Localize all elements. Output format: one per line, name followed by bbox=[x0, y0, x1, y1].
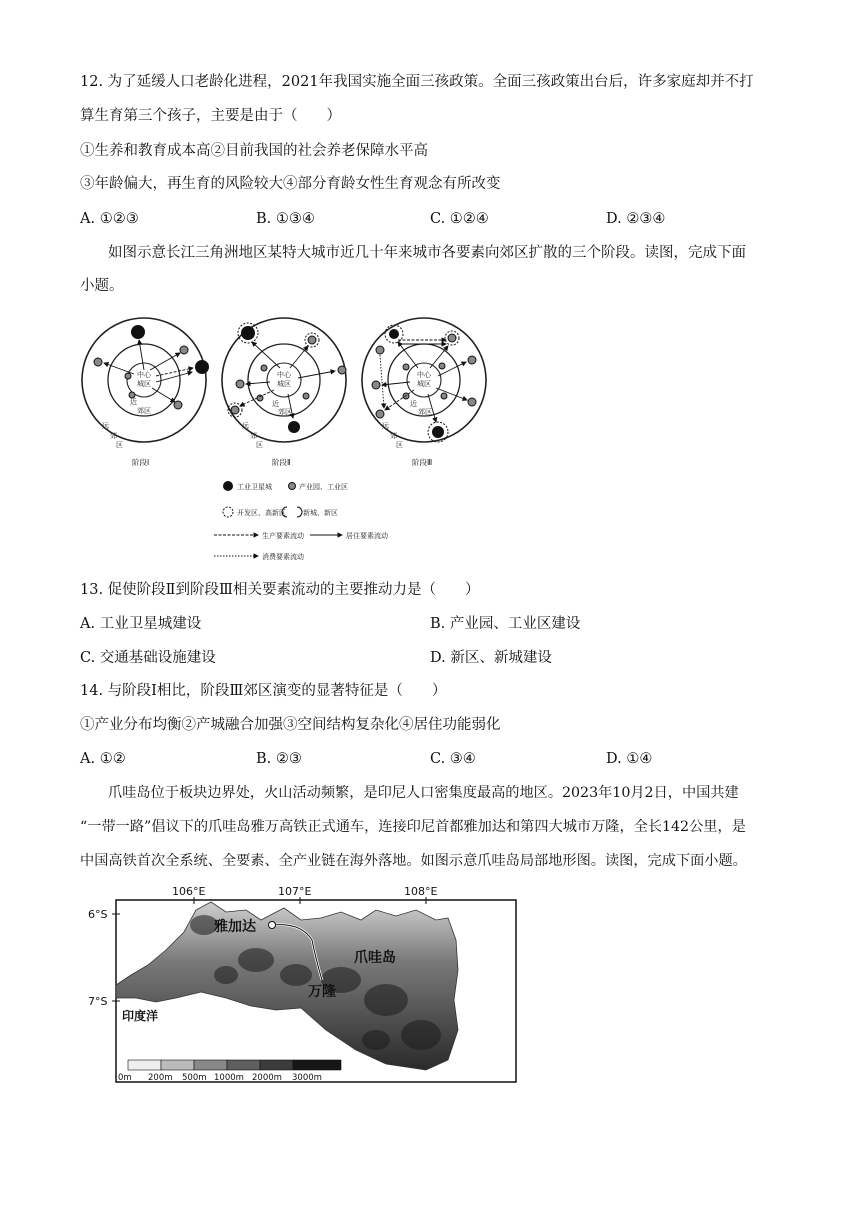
scale-label-200: 200m bbox=[148, 1073, 173, 1083]
q12-option-c: C. ①②④ bbox=[430, 211, 489, 227]
stage-3-label: 阶段Ⅲ bbox=[412, 458, 433, 467]
scale-label-3000: 3000m bbox=[292, 1073, 322, 1083]
q13-option-a: A. 工业卫星城建设 bbox=[80, 616, 202, 632]
q12-option-a: A. ①②③ bbox=[80, 211, 139, 227]
stage1-near-label-1: 近 bbox=[130, 398, 137, 406]
legend-consumption-flow: 消费要素流动 bbox=[262, 553, 304, 561]
q14-option-a: A. ①② bbox=[80, 751, 126, 767]
q12-items-line-2: ③年龄偏大，再生育的风险较大④部分育龄女性生育观念有所改变 bbox=[80, 176, 501, 192]
stage3-far-label-3: 区 bbox=[396, 441, 403, 449]
stage-2-label: 阶段Ⅱ bbox=[272, 458, 291, 467]
q13-option-c: C. 交通基础设施建设 bbox=[80, 650, 216, 666]
figure-legend bbox=[214, 481, 388, 561]
urban-diffusion-figure bbox=[80, 310, 500, 572]
q12-option-d: D. ②③④ bbox=[606, 211, 666, 227]
stage1-far-label-2: 郊 bbox=[110, 432, 117, 440]
java-label: 爪哇岛 bbox=[354, 950, 396, 966]
stage2-far-label-3: 区 bbox=[256, 441, 263, 449]
jakarta-marker bbox=[269, 922, 276, 929]
q13-option-d: D. 新区、新城建设 bbox=[430, 650, 552, 666]
park-legend-icon bbox=[289, 483, 296, 490]
stage3-near-label-2: 郊区 bbox=[418, 408, 432, 416]
intro1-line-2: 小题。 bbox=[80, 278, 124, 294]
stage1-far-label-3: 区 bbox=[116, 441, 123, 449]
scale-label-2000: 2000m bbox=[252, 1073, 282, 1083]
q12-option-b: B. ①③④ bbox=[256, 211, 315, 227]
lat-6-label: 6°S bbox=[88, 908, 108, 921]
stage-1-diagram bbox=[82, 318, 209, 467]
q12-items-line-1: ①生养和教育成本高②目前我国的社会养老保障水平高 bbox=[80, 143, 428, 159]
stage2-near-label-1: 近 bbox=[272, 400, 279, 408]
q14-option-b: B. ②③ bbox=[256, 751, 302, 767]
q14-option-c: C. ③④ bbox=[430, 751, 476, 767]
scale-label-1000: 1000m bbox=[214, 1073, 244, 1083]
intro2-line-3: 中国高铁首次全系统、全要素、全产业链在海外落地。如图示意爪哇岛局部地形图。读图，完成下面小题。 bbox=[80, 853, 747, 869]
q13-stem: 13. 促使阶段Ⅱ到阶段Ⅲ相关要素流动的主要推动力是（ ） bbox=[80, 582, 480, 598]
q14-items: ①产业分布均衡②产城融合加强③空间结构复杂化④居住功能弱化 bbox=[80, 717, 501, 733]
legend-production-flow: 生产要素流动 bbox=[262, 532, 304, 540]
java-terrain-map bbox=[86, 880, 522, 1088]
q12-stem-line-2: 算生育第三个孩子，主要是由于（ ） bbox=[80, 108, 341, 124]
intro2-line-2: “一带一路”倡议下的爪哇岛雅万高铁正式通车，连接印尼首都雅加达和第四大城市万隆，全长142公里，是 bbox=[80, 819, 746, 835]
stage2-center-label-1: 中心 bbox=[277, 371, 291, 379]
stage1-center-label-1: 中心 bbox=[137, 371, 151, 379]
stage1-near-label-2: 郊区 bbox=[137, 407, 151, 415]
stage3-near-label-1: 近 bbox=[410, 400, 417, 408]
satellite-legend-icon bbox=[223, 481, 233, 491]
stage-3-diagram bbox=[362, 318, 486, 467]
stage3-far-label-1: 远 bbox=[382, 422, 389, 430]
stage2-center-label-2: 城区 bbox=[277, 380, 291, 388]
stage2-near-label-2: 郊区 bbox=[278, 408, 292, 416]
legend-satellite: 工业卫星城 bbox=[237, 483, 272, 491]
legend-dev-zone: 开发区、高新区 bbox=[237, 509, 286, 517]
lon-108-label: 108°E bbox=[404, 885, 438, 898]
stage3-center-label-1: 中心 bbox=[417, 371, 431, 379]
intro1-line-1: 如图示意长江三角洲地区某特大城市近几十年来城市各要素向郊区扩散的三个阶段。读图，完成下面 bbox=[108, 245, 746, 261]
legend-park: 产业园、工业区 bbox=[299, 483, 348, 491]
stage-1-label: 阶段Ⅰ bbox=[132, 458, 150, 467]
stage-2-diagram bbox=[222, 318, 346, 467]
q14-stem: 14. 与阶段Ⅰ相比，阶段Ⅲ郊区演变的显著特征是（ ） bbox=[80, 683, 447, 699]
bandung-label: 万隆 bbox=[308, 984, 336, 1000]
stage1-center-label-2: 城区 bbox=[137, 380, 151, 388]
stage3-far-label-2: 郊 bbox=[390, 432, 397, 440]
indian-ocean-label: 印度洋 bbox=[122, 1009, 159, 1023]
legend-new-town: 新城、新区 bbox=[303, 509, 338, 517]
dev-zone-legend-icon bbox=[223, 507, 233, 517]
satellite-city-marker bbox=[131, 325, 145, 339]
lon-107-label: 107°E bbox=[278, 885, 312, 898]
lat-7-label: 7°S bbox=[88, 995, 108, 1008]
q13-option-b: B. 产业园、工业区建设 bbox=[430, 616, 581, 632]
satellite-city-marker bbox=[195, 360, 209, 374]
intro2-line-1: 爪哇岛位于板块边界处，火山活动频繁，是印尼人口密集度最高的地区。2023年10月2日，中国共建 bbox=[108, 785, 739, 801]
stage2-far-label-1: 远 bbox=[242, 422, 249, 430]
stage1-far-label-1: 远 bbox=[102, 422, 109, 430]
stage3-center-label-2: 城区 bbox=[417, 380, 431, 388]
lon-106-label: 106°E bbox=[172, 885, 206, 898]
legend-residence-flow: 居住要素流动 bbox=[346, 532, 388, 540]
q14-option-d: D. ①④ bbox=[606, 751, 653, 767]
stage2-far-label-2: 郊 bbox=[250, 432, 257, 440]
jakarta-label: 雅加达 bbox=[214, 919, 256, 935]
scale-label-0: 0m bbox=[118, 1073, 132, 1083]
scale-label-500: 500m bbox=[182, 1073, 207, 1083]
q12-stem-line-1: 12. 为了延缓人口老龄化进程，2021年我国实施全面三孩政策。全面三孩政策出台后，许多家庭却并不打 bbox=[80, 74, 754, 90]
